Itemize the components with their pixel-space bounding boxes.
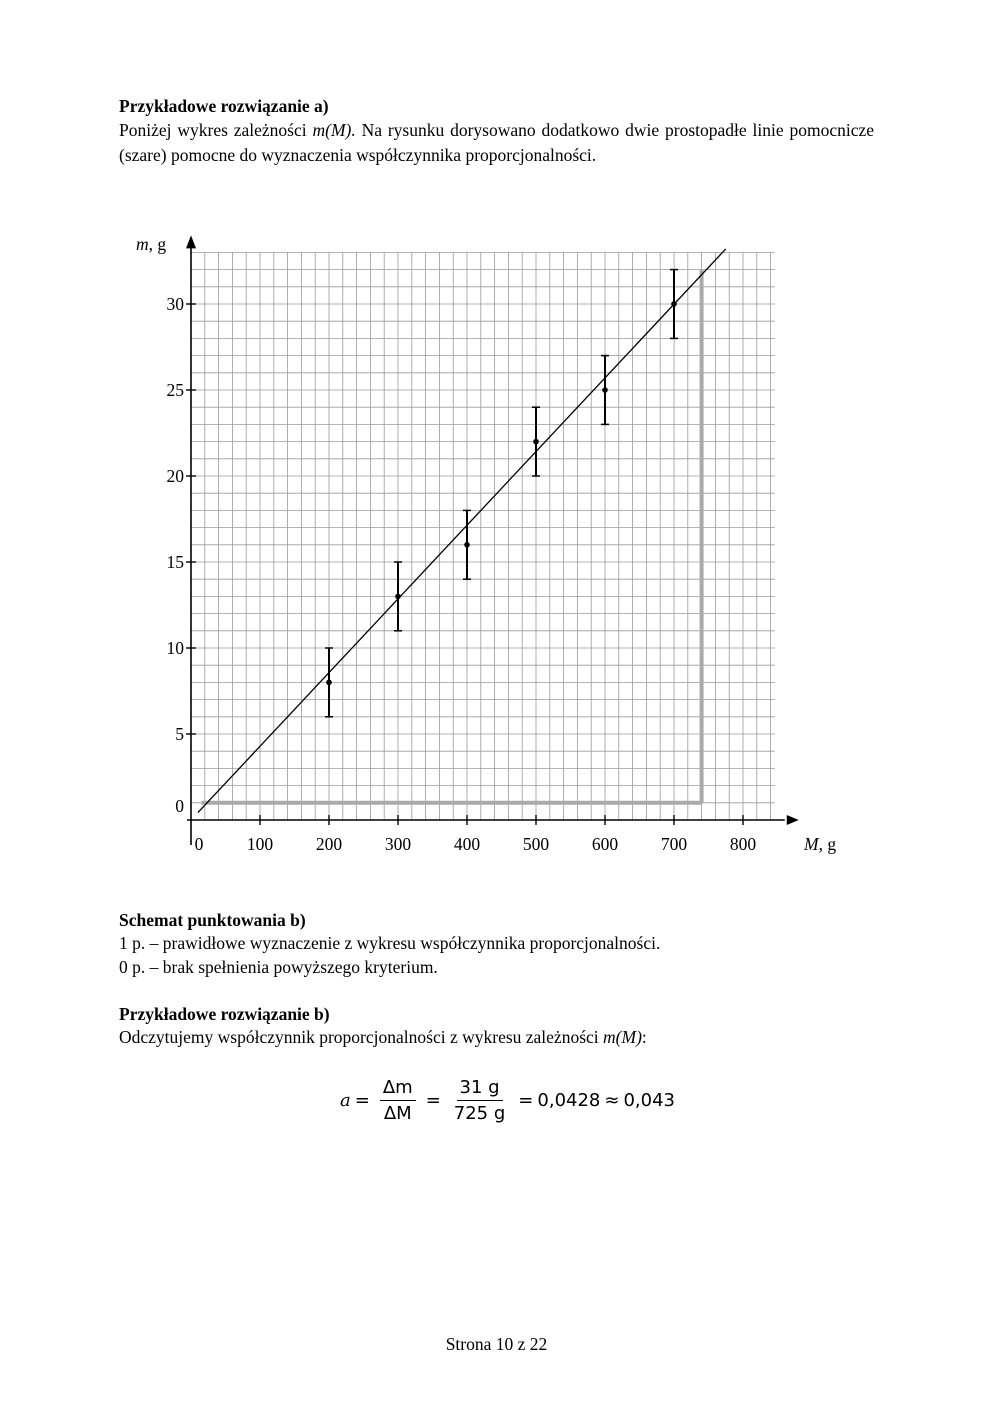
x-tick-label: 800 <box>729 834 757 854</box>
fraction-delta-numerator: Δm <box>380 1077 416 1101</box>
y-axis-label: m, g <box>136 234 167 254</box>
x-tick-label: 0 <box>194 834 204 854</box>
x-axis-label: M, g <box>804 834 837 854</box>
scheme-b-line-1: 1 p. – prawidłowe wyznaczenie z wykresu współczynnika proporcjonalności. <box>119 933 661 953</box>
formula-equals-2: = <box>425 1089 441 1111</box>
chart-axes <box>186 235 799 845</box>
scheme-b-line-2: 0 p. – brak spełnienia powyższego kryterium. <box>119 957 438 977</box>
y-tick-label: 5 <box>175 724 184 744</box>
formula-fraction-delta <box>380 1077 416 1124</box>
solution-b-text: Odczytujemy współczynnik proporcjonalności z wykresu zależności m(M): <box>119 1027 647 1047</box>
formula-equals-3: = <box>518 1089 534 1111</box>
data-point <box>533 439 539 445</box>
fraction-values-numerator: 31 g <box>457 1077 503 1101</box>
x-tick-label: 100 <box>246 834 274 854</box>
scheme-b-heading: Schemat punktowania b) <box>119 910 306 930</box>
chart-grid <box>191 252 775 820</box>
data-point <box>464 542 470 548</box>
formula-rounded: 0,043 <box>623 1089 675 1111</box>
y-tick-label: 0 <box>175 796 184 816</box>
fraction-delta-denominator: ΔM <box>383 1102 412 1124</box>
x-tick-label: 400 <box>453 834 481 854</box>
formula-approx: ≈ <box>604 1089 620 1111</box>
coefficient-formula <box>340 1072 675 1128</box>
formula-lhs: a <box>340 1089 351 1111</box>
x-tick-label: 600 <box>591 834 619 854</box>
y-tick-label: 10 <box>166 638 184 658</box>
data-point <box>326 680 332 686</box>
solution-a-heading: Przykładowe rozwiązanie a) <box>119 96 329 116</box>
x-tick-label: 500 <box>522 834 550 854</box>
axis-ticks <box>167 294 757 854</box>
y-tick-label: 30 <box>166 294 184 314</box>
solution-a-text: Poniżej wykres zależności m(M). Na rysunku dorysowano dodatkowo dwie prostopadłe linie pomocnicze (szare) pomocne do wyznaczenia współczynnika proporcjonalności. <box>119 120 875 165</box>
y-tick-label: 25 <box>166 380 184 400</box>
x-axis-arrow <box>787 815 799 825</box>
x-tick-label: 200 <box>315 834 343 854</box>
page-footer: Strona 10 z 22 <box>445 1334 548 1354</box>
formula-equals-1: = <box>354 1089 370 1111</box>
data-point <box>602 387 608 393</box>
data-point <box>395 594 401 600</box>
data-point <box>671 301 677 307</box>
x-tick-label: 300 <box>384 834 412 854</box>
x-tick-label: 700 <box>660 834 688 854</box>
y-tick-label: 20 <box>166 466 184 486</box>
formula-fraction-values <box>451 1077 509 1124</box>
solution-b-heading: Przykładowe rozwiązanie b) <box>119 1004 330 1024</box>
formula-result: 0,0428 <box>537 1089 601 1111</box>
y-axis-arrow <box>186 235 196 248</box>
y-tick-label: 15 <box>166 552 184 572</box>
fraction-values-denominator: 725 g <box>453 1102 506 1124</box>
helper-lines <box>201 270 701 803</box>
